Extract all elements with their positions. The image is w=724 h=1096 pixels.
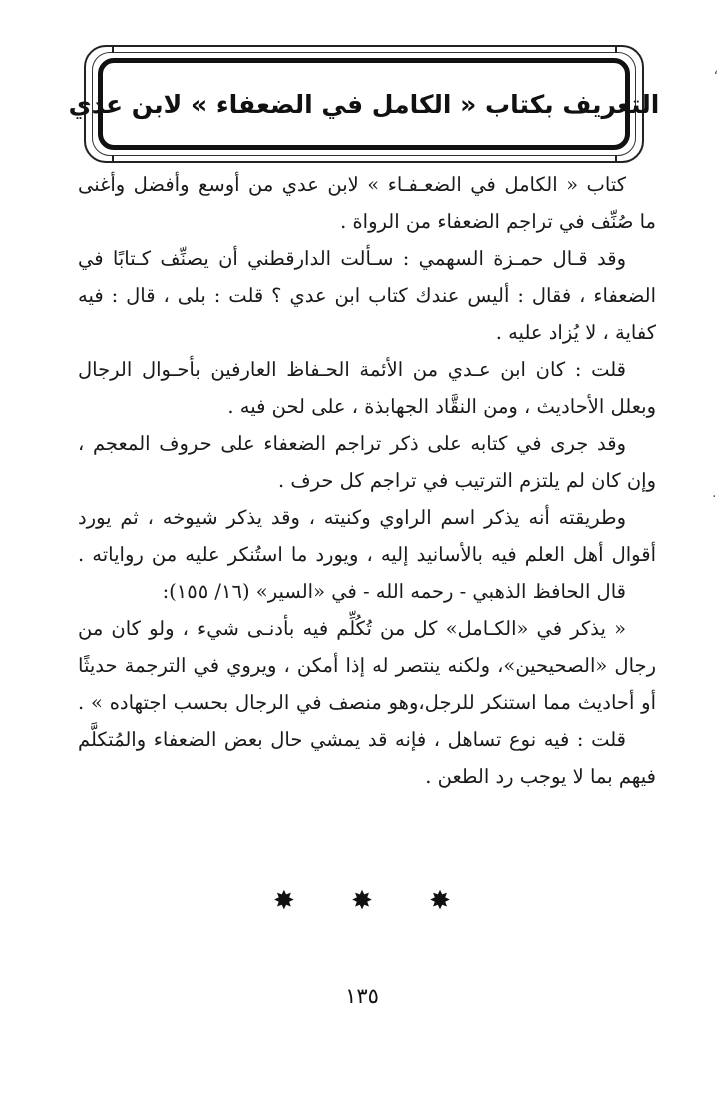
frame-tick-top-left: [112, 45, 114, 53]
paragraph-4-line-2: وإن كان لم يلتزم الترتيب في تراجم كل حرف .: [278, 469, 656, 492]
paragraph-3-line-1: قلت : كان ابن عـدي من الأئمة الحـفاظ العارفين بأحـوال الرجال: [78, 358, 626, 381]
paragraph-2-line-1: وقد قـال حمـزة السهمي : سـألت الدارقطني أن يصنِّف كـتابًا في: [78, 247, 626, 270]
frame-tick-top-right: [615, 45, 617, 53]
paragraph-5-line-2: أقوال أهل العلم فيه بالأسانيد إليه ، ويورد ما استُنكر عليه من رواياته .: [78, 543, 656, 566]
title-box: [68, 58, 660, 150]
paragraph-1-line-2: ما صُنِّف في تراجم الضعفاء من الرواة .: [340, 210, 656, 233]
edge-mark-middle: ٠: [710, 488, 718, 504]
page-title: التعريف بكتاب « الكامل في الضعفاء » لابن عدي: [68, 89, 660, 119]
section-ornament: [0, 886, 724, 916]
paragraph-4-line-1: وقد جرى في كتابه على ذكر تراجم الضعفاء على حروف المعجم ،: [78, 432, 626, 455]
edge-mark-top: ،: [713, 62, 718, 78]
ornament-star-icon: ✸: [429, 886, 451, 916]
paragraph-1-line-1: كتاب « الكامل في الضعـفـاء » لابن عدي من أوسع وأفضل وأغنى: [78, 173, 626, 196]
paragraph-6-line-1: قال الحافظ الذهبي - رحمه الله - في «السير» (١٦/ ١٥٥):: [162, 580, 626, 603]
ornament-star-icon: ✸: [351, 886, 373, 916]
body-text: [78, 166, 656, 795]
paragraph-7-line-2: رجال «الصحيحين»، ولكنه ينتصر له إذا أمكن ، ويروي في الترجمة حديثًا: [78, 654, 656, 677]
ornament-star-icon: ✸: [273, 886, 295, 916]
frame-tick-bottom-right: [615, 155, 617, 163]
paragraph-7-line-1: « يذكر في «الكـامل» كل من تُكُلِّم فيه بأدنـى شيء ، ولو كان من: [78, 617, 626, 640]
paragraph-8-line-1: قلت : فيه نوع تساهل ، فإنه قد يمشي حال بعض الضعفاء والمُتكلَّم: [78, 728, 626, 751]
paragraph-2-line-2: الضعفاء ، فقال : أليس عندك كتاب ابن عدي ؟ قلت : بلى ، قال : فيه: [78, 284, 656, 307]
paragraph-8-line-2: فيهم بما لا يوجب رد الطعن .: [425, 765, 656, 788]
frame-tick-bottom-left: [112, 155, 114, 163]
paragraph-3-line-2: وبعلل الأحاديث ، ومن النقَّاد الجهابذة ، على لحن فيه .: [227, 395, 656, 418]
paragraph-2-line-3: كفاية ، لا يُزاد عليه .: [495, 321, 656, 344]
page-number: ١٣٥: [345, 984, 379, 1008]
paragraph-5-line-1: وطريقته أنه يذكر اسم الراوي وكنيته ، وقد يذكر شيوخه ، ثم يورد: [78, 506, 626, 529]
paragraph-7-line-3: أو أحاديث مما استنكر للرجل،وهو منصف في الرجال بحسب اجتهاده » .: [78, 691, 656, 714]
